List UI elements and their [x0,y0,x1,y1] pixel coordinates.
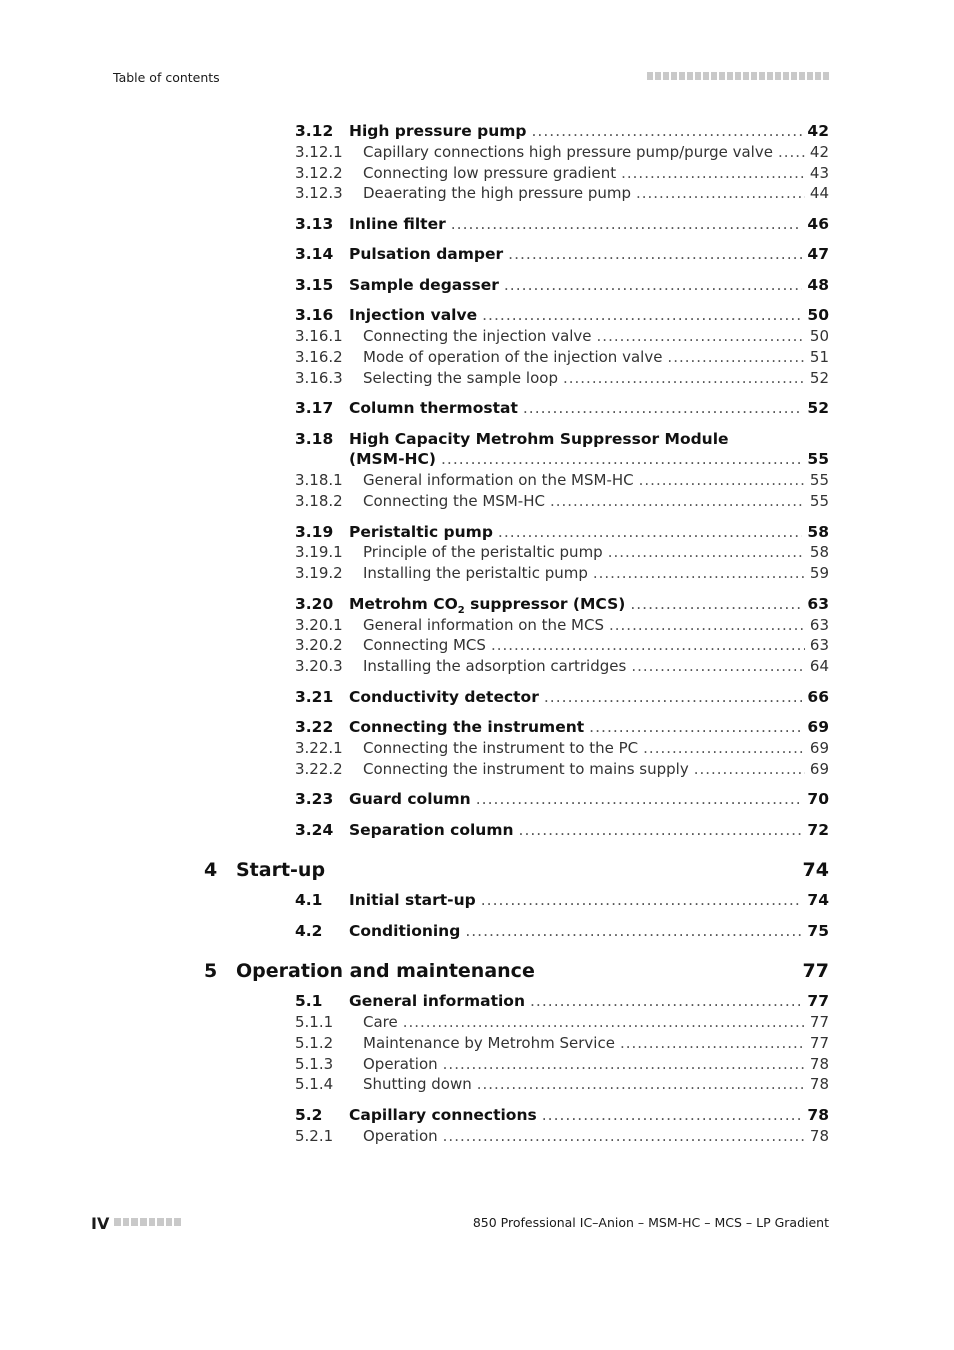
toc-entry[interactable]: 3.17 Column thermostat ..... 52 [295,399,829,417]
toc-entry[interactable]: 3.19.1 Principle of the peristaltic pump ..... 58 [295,543,829,561]
dot-leader [441,450,802,468]
dot-leader [542,1106,803,1124]
dot-leader [403,1013,805,1031]
dot-leader [443,1055,805,1073]
running-footer: 850 Professional IC–Anion – MSM-HC – MCS – LP Gradient [472,1215,829,1230]
toc-entry-number: 3.18 [295,430,334,448]
toc-entry[interactable]: 3.16.3 Selecting the sample loop ..... 52 [295,369,829,387]
toc-entry[interactable]: 3.12 High pressure pump ..... 42 [295,122,829,140]
dot-leader [476,790,803,808]
toc-entry[interactable]: 3.22.2 Connecting the instrument to mains supply ..... 69 [295,760,829,778]
dot-leader [608,543,805,561]
header-decoration [647,72,829,80]
dot-leader [504,276,803,294]
dot-leader [609,616,805,634]
toc-entry[interactable]: 3.20 Metrohm $CO_2$ suppressor (MCS) ..... 63 [295,595,829,616]
dot-leader [508,245,802,263]
dot-leader [563,369,805,387]
dot-leader [550,492,805,510]
dot-leader [544,688,803,706]
toc-entry-title-line[interactable]: High Capacity Metrohm Suppressor Module [349,430,729,448]
toc-entry[interactable]: 3.20.1 General information on the MCS ..... 63 [295,616,829,634]
toc-entry[interactable]: 5.1 General information ..... 77 [295,992,829,1010]
toc-entry[interactable]: 3.13 Inline filter ..... 46 [295,215,829,233]
dot-leader [465,922,802,940]
toc-entry[interactable]: 3.23 Guard column ..... 70 [295,790,829,808]
toc-entry[interactable]: 3.16 Injection valve ..... 50 [295,306,829,324]
toc-entry[interactable]: (MSM-HC) ..... 55 [349,450,829,468]
toc-entry[interactable]: 5.2 Capillary connections ..... 78 [295,1106,829,1124]
toc-entry[interactable]: 5.2.1 Operation ..... 78 [295,1127,829,1145]
toc-entry[interactable]: 3.18.2 Connecting the MSM-HC ..... 55 [295,492,829,510]
dot-leader [498,523,803,541]
dot-leader [491,636,805,654]
toc-entry[interactable]: 5.1.1 Care ..... 77 [295,1013,829,1031]
dot-leader [451,215,803,233]
page-number: IV [91,1214,110,1233]
dot-leader [630,595,802,613]
toc-entry[interactable]: 3.15 Sample degasser ..... 48 [295,276,829,294]
running-header: Table of contents [113,70,220,85]
toc-entry[interactable]: 3.19 Peristaltic pump ..... 58 [295,523,829,541]
toc-entry[interactable]: 4.2 Conditioning ..... 75 [295,922,829,940]
dot-leader [482,306,802,324]
toc-entry[interactable]: 3.12.2 Connecting low pressure gradient ..... 43 [295,164,829,182]
dot-leader [620,1034,805,1052]
toc-entry[interactable]: 3.22 Connecting the instrument ..... 69 [295,718,829,736]
toc-entry[interactable]: 5.1.2 Maintenance by Metrohm Service ..... 77 [295,1034,829,1052]
toc-entry[interactable]: 3.24 Separation column ..... 72 [295,821,829,839]
footer-decoration [114,1218,181,1226]
toc-entry[interactable]: 5.1.3 Operation ..... 78 [295,1055,829,1073]
dot-leader [519,821,803,839]
toc-chapter[interactable]: 5 Operation and maintenance 77 [204,960,829,982]
toc-entry[interactable]: 3.16.1 Connecting the injection valve ..... 50 [295,327,829,345]
toc-entry[interactable]: 3.21 Conductivity detector ..... 66 [295,688,829,706]
toc-entry[interactable]: 3.20.3 Installing the adsorption cartridges ..... 64 [295,657,829,675]
dot-leader [597,327,805,345]
toc-entry[interactable]: 3.12.1 Capillary connections high pressure pump/purge valve ..... 42 [295,143,829,161]
dot-leader [667,348,804,366]
dot-leader [481,891,803,909]
toc-entry[interactable]: 3.20.2 Connecting MCS ..... 63 [295,636,829,654]
dot-leader [523,399,803,417]
dot-leader [589,718,802,736]
toc-entry[interactable]: 3.18.1 General information on the MSM-HC ..... 55 [295,471,829,489]
toc-entry[interactable]: 4.1 Initial start-up ..... 74 [295,891,829,909]
dot-leader [643,739,805,757]
dot-leader [477,1075,805,1093]
dot-leader [530,992,802,1010]
toc-entry[interactable]: 3.12.3 Deaerating the high pressure pump ..... 44 [295,184,829,202]
toc-entry[interactable]: 3.16.2 Mode of operation of the injection valve ..... 51 [295,348,829,366]
dot-leader [694,760,805,778]
dot-leader [593,564,805,582]
toc-entry[interactable]: 5.1.4 Shutting down ..... 78 [295,1075,829,1093]
dot-leader [631,657,805,675]
toc-chapter[interactable]: 4 Start-up 74 [204,859,829,881]
dot-leader [621,164,805,182]
dot-leader [778,143,805,161]
dot-leader [636,184,805,202]
dot-leader [639,471,805,489]
dot-leader [531,122,802,140]
toc-entry[interactable]: 3.14 Pulsation damper ..... 47 [295,245,829,263]
toc-entry[interactable]: 3.22.1 Connecting the instrument to the PC ..... 69 [295,739,829,757]
toc-entry[interactable]: 3.19.2 Installing the peristaltic pump ..... 59 [295,564,829,582]
dot-leader [443,1127,805,1145]
